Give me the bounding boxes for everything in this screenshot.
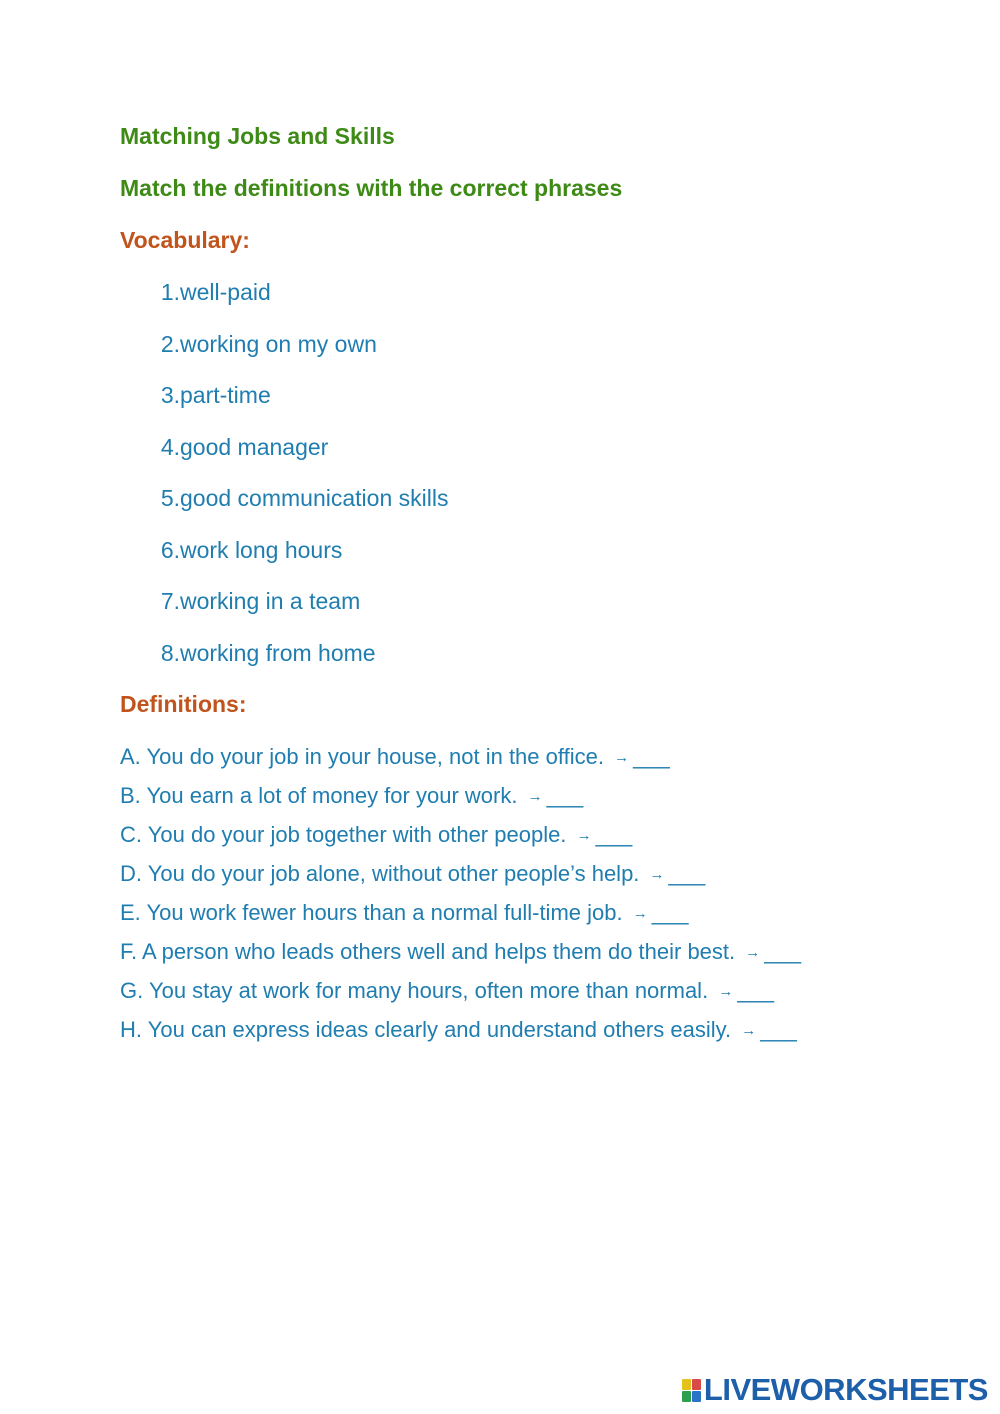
vocabulary-item	[120, 532, 940, 568]
vocabulary-item	[120, 274, 940, 310]
worksheet	[120, 118, 940, 1050]
definition-text: E. You work fewer hours than a normal full-time job.	[120, 900, 623, 925]
definition-item	[120, 894, 940, 933]
answer-blank[interactable]: ___	[668, 861, 706, 886]
definition-text: A. You do your job in your house, not in the office.	[120, 744, 604, 769]
arrow-icon: →	[741, 1022, 757, 1039]
definitions-list	[120, 738, 940, 1050]
definitions-heading: Definitions:	[120, 691, 247, 717]
definition-text: D. You do your job alone, without other people’s help.	[120, 861, 640, 886]
answer-blank[interactable]: ___	[760, 1017, 797, 1042]
answer-blank[interactable]: ___	[764, 939, 801, 964]
definition-item	[120, 816, 940, 855]
vocabulary-text: well-paid	[180, 279, 271, 305]
logo-text: LIVEWORKSHEETS	[703, 1372, 988, 1407]
vocabulary-number: 4.	[160, 433, 180, 460]
answer-blank[interactable]: ___	[633, 744, 670, 769]
definition-item	[120, 972, 940, 1011]
definition-item	[120, 738, 940, 777]
vocabulary-number: 3.	[160, 382, 180, 408]
vocabulary-number: 8.	[160, 639, 180, 666]
definition-text: G. You stay at work for many hours, often more than normal.	[120, 978, 709, 1003]
definition-text: F. A person who leads others well and helps them do their best.	[120, 939, 736, 964]
vocabulary-item	[120, 635, 940, 671]
definition-text: B. You earn a lot of money for your work.	[120, 783, 518, 808]
vocabulary-text: work long hours	[180, 536, 343, 563]
arrow-icon: →	[614, 749, 630, 766]
arrow-icon: →	[745, 944, 761, 961]
arrow-icon: →	[718, 983, 734, 1000]
vocabulary-text: working from home	[180, 639, 376, 666]
vocabulary-number: 1.	[160, 279, 180, 305]
definition-item	[120, 777, 940, 816]
arrow-icon: →	[649, 866, 665, 883]
vocabulary-item	[120, 429, 940, 465]
vocabulary-number: 6.	[160, 536, 180, 563]
definition-item	[120, 1011, 940, 1050]
definition-text: C. You do your job together with other people.	[120, 822, 567, 847]
vocabulary-number: 7.	[160, 588, 180, 614]
vocabulary-text: good communication skills	[180, 485, 449, 511]
answer-blank[interactable]: ___	[546, 783, 584, 808]
vocabulary-item	[120, 326, 940, 362]
vocabulary-item	[120, 583, 940, 619]
arrow-icon: →	[527, 788, 543, 805]
arrow-icon: →	[576, 827, 592, 844]
vocabulary-item	[120, 377, 940, 413]
definition-item	[120, 933, 940, 972]
arrow-icon: →	[632, 905, 648, 922]
definition-item	[120, 855, 940, 894]
vocabulary-text: part-time	[180, 382, 271, 408]
vocabulary-heading: Vocabulary:	[120, 227, 250, 253]
vocabulary-text: good manager	[180, 433, 329, 460]
answer-blank[interactable]: ___	[737, 978, 775, 1003]
answer-blank[interactable]: ___	[651, 900, 689, 925]
vocabulary-number: 5.	[160, 485, 180, 511]
vocabulary-number: 2.	[160, 330, 180, 357]
answer-blank[interactable]: ___	[595, 822, 633, 847]
page-title: Matching Jobs and Skills	[120, 123, 395, 149]
liveworksheets-logo	[682, 1372, 988, 1408]
vocabulary-text: working on my own	[180, 330, 377, 357]
vocabulary-item	[120, 480, 940, 516]
vocabulary-text: working in a team	[180, 588, 361, 614]
vocabulary-list	[120, 274, 940, 671]
definition-text: H. You can express ideas clearly and understand others easily.	[120, 1017, 732, 1042]
instructions: Match the definitions with the correct phrases	[120, 175, 623, 201]
logo-mark-icon	[682, 1379, 701, 1402]
